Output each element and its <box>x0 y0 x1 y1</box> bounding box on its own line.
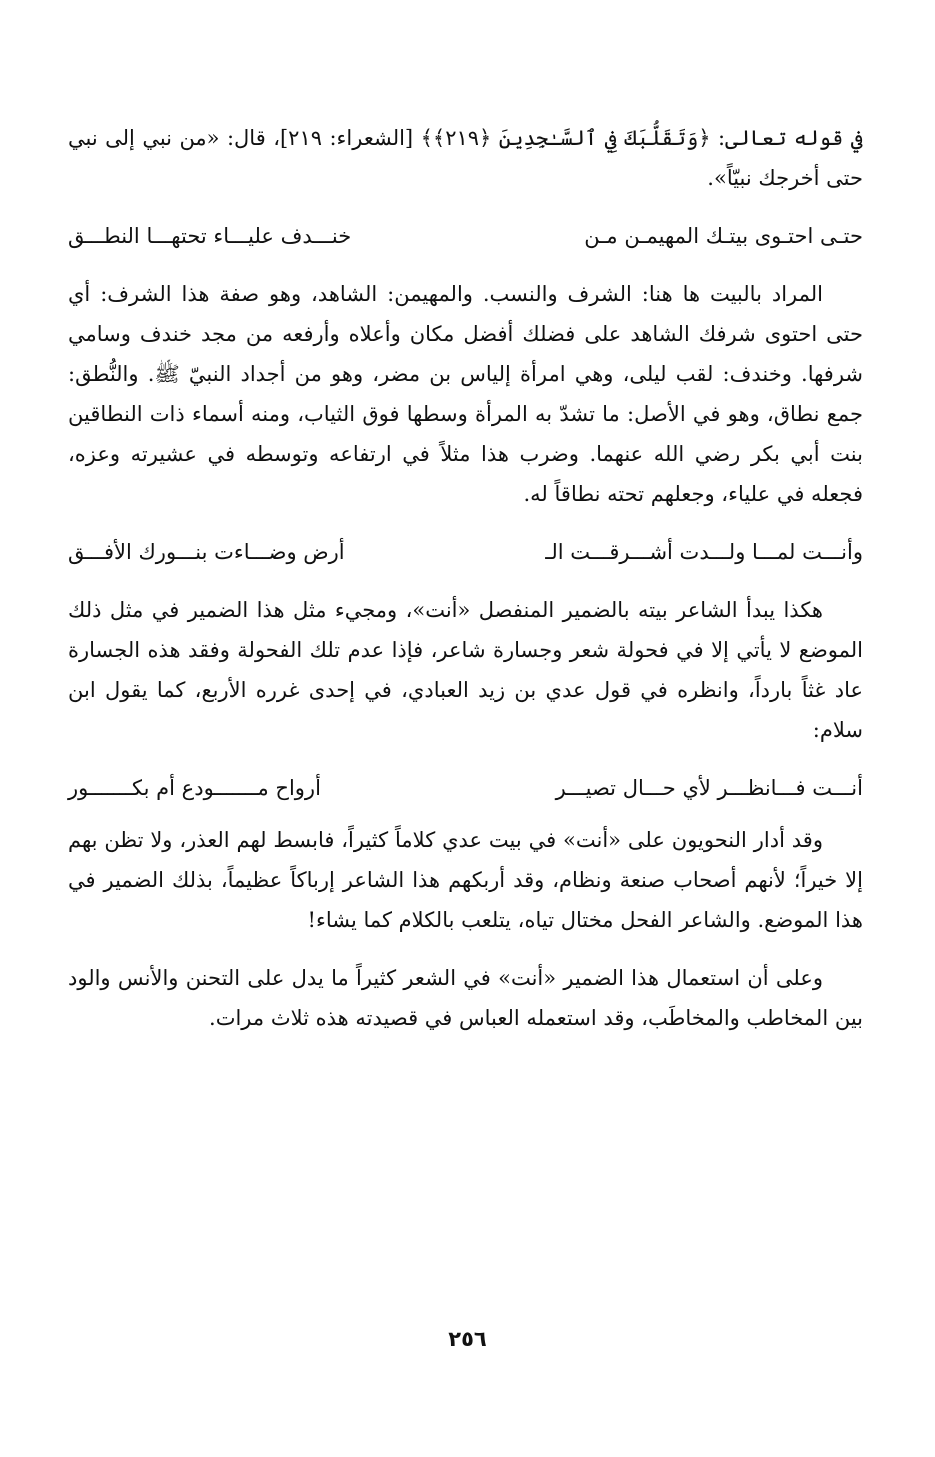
paragraph-pronoun-analysis: هكذا يبدأ الشاعر بيته بالضمير المنفصل «أنت»، ومجيء مثل هذا الضمير في مثل ذلك الموضع لا يأتي إلا في فحولة شعر وجسارة شاعر، فإذا عدم تلك الفحولة وفقد هذه الجسارة عاد غثاً بارداً، وانظره في قول عدي بن زيد العبادي، في إحدى غرره الأربع، كما يقول ابن سلام: <box>68 598 864 742</box>
verse-1-second-hemistich: خنـــدف عليـــاء تحتهـــا النطـــق <box>68 224 352 248</box>
paragraph-commentary: المراد بالبيت ها هنا: الشرف والنسب. والمهيمن: الشاهد، وهو صفة هذا الشرف: أي حتى احتوى شرفك الشاهد على فضلك أفضل مكان وأعلاه وأرفعه من مجد خندف وسامي شرفها. وخندف: لقب ليلى، وهي امرأة إلياس بن مضر، وهو من أجداد النبيّ ﷺ. والنُّطق: جمع نطاق، وهو في الأصل: ما تشدّ به المرأة وسطها فوق الثياب، ومنه أسماء ذات النطاقين بنت أبي بكر رضي الله عنهما. وضرب هذا مثلاً في ارتفاعه وتوسطه في عشيرته وعزه، فجعله في علياء، وجعلهم تحته نطاقاً له. <box>68 282 863 506</box>
paragraph-grammarians: وقد أدار النحويون على «أنت» في بيت عدي كلاماً كثيراً، فابسط لهم العذر، ولا تظن بهم إلا خيراً؛ لأنهم أصحاب صنعة ونظام، وقد أربكهم هذا الشاعر إرباكاً عظيماً، بذلك الضمير في هذا الموضع. والشاعر الفحل مختال تياه، يتلعب بالكلام كما يشاء! <box>68 828 863 932</box>
paragraph-quran-citation: في قوله تعالى: ﴿وَتَقَلُّبَكَ فِي ٱلسَّـٰجِدِينَ ﴿٢١٩﴾﴾ [الشعراء: ٢١٩]، قال: «من نبي إلى نبي حتى أخرجك نبيّاً». <box>68 126 864 190</box>
verse-1-first-hemistich: حتـى احتـوى بيتـك المهيمـن مـن <box>584 224 863 248</box>
verse-3-second-hemistich: أرواح مـــــــودع أم بكـــــــور <box>68 776 321 800</box>
page-body <box>68 118 863 1038</box>
verse-2-first-hemistich: وأنـــت لمـــا ولـــدت أشـــرقـــت الـ <box>545 540 863 564</box>
verse-3-first-hemistich: أنـــت فـــانظـــر لأي حـــال تصيـــر <box>555 776 863 800</box>
verse-line-2 <box>68 532 863 572</box>
verse-2-second-hemistich: أرض وضـــاءت بنـــورك الأفـــق <box>68 540 345 564</box>
verse-line-3 <box>68 768 863 808</box>
paragraph-pronoun-usage: وعلى أن استعمال هذا الضمير «أنت» في الشعر كثيراً ما يدل على التحنن والأنس والود بين المخاطب والمخاطَب، وقد استعمله العباس في قصيدته هذه ثلاث مرات. <box>68 966 863 1030</box>
page-number: ٢٥٦ <box>448 1327 487 1351</box>
verse-line-1 <box>68 216 863 256</box>
